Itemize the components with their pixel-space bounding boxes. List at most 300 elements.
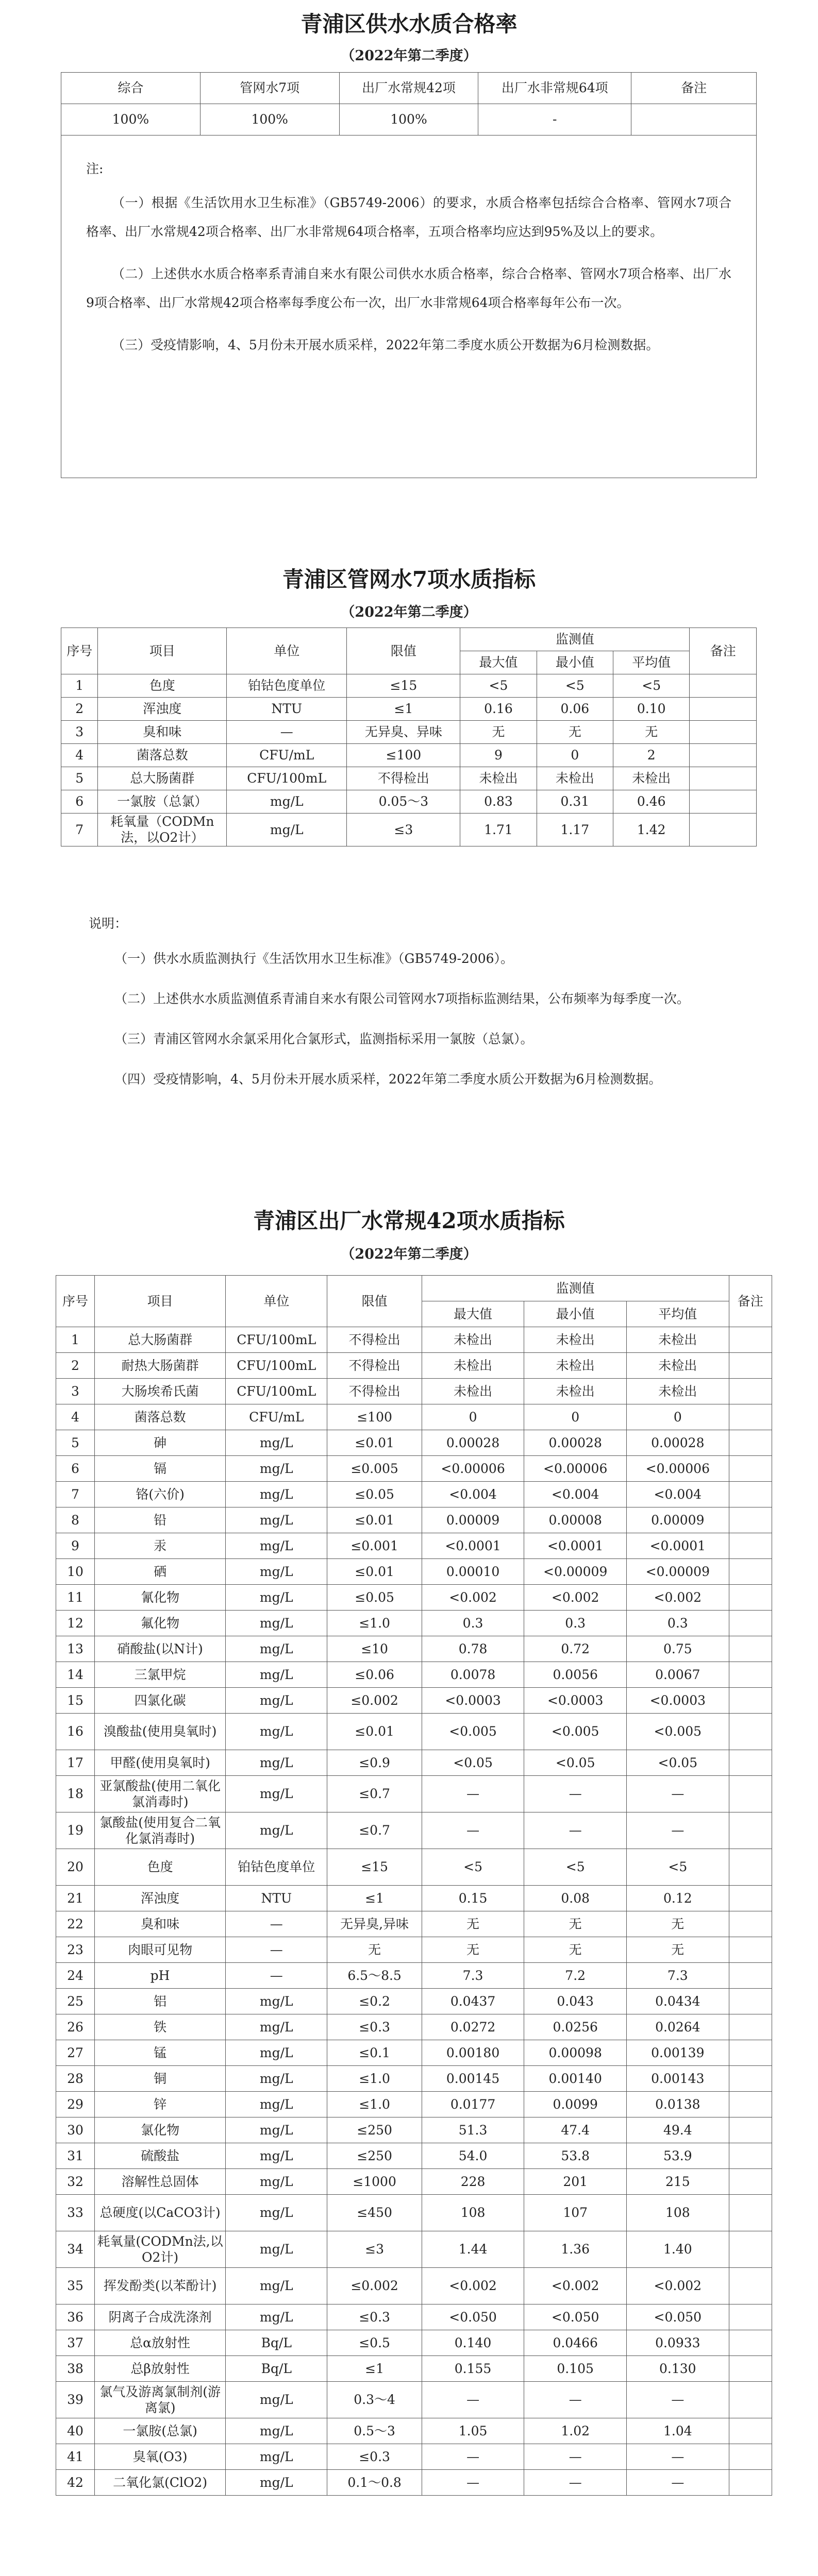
cell-no: 40 [56,2418,95,2444]
cell-max: 0.155 [422,2356,524,2382]
cell-item: 一氯胺（总氯） [98,790,227,814]
header-no: 序号 [56,1276,95,1327]
cell-min: <0.00006 [524,1456,627,1482]
cell-item: 氰化物 [95,1585,226,1611]
header-cell: 管网水7项 [200,73,339,104]
cell-min: 0.00008 [524,1507,627,1533]
cell-unit: CFU/100mL [226,1379,327,1404]
cell-limit: ≤0.05 [327,1482,422,1507]
cell-item: 汞 [95,1533,226,1559]
cell-max: <0.050 [422,2304,524,2330]
cell-item: 浑浊度 [95,1886,226,1911]
section1-title: 青浦区供水水质合格率 [301,11,517,37]
cell-max: 1.05 [422,2418,524,2444]
note-paragraph: （一）供水水质监测执行《生活饮用水卫生标准》（GB5749-2006）。 [114,951,514,966]
cell-item: 总大肠菌群 [98,767,227,790]
cell-item: 耐热大肠菌群 [95,1353,226,1379]
cell-item: 溶解性总固体 [95,2169,226,2195]
cell-avg: <0.00006 [627,1456,729,1482]
cell-remark [729,2268,772,2304]
cell-no: 42 [56,2470,95,2496]
cell-max: 0.00028 [422,1430,524,1456]
cell-unit: CFU/mL [226,1404,327,1430]
cell-no: 24 [56,1963,95,1989]
cell-unit: mg/L [226,1688,327,1714]
cell-max: 0.83 [460,790,537,814]
cell-limit: ≤0.001 [327,1533,422,1559]
cell-avg: <0.002 [627,2268,729,2304]
cell-max: 0.00009 [422,1507,524,1533]
cell-unit: mg/L [226,2418,327,2444]
cell-no: 22 [56,1911,95,1937]
header-min: 最小值 [524,1301,627,1327]
cell-avg: <0.0001 [627,1533,729,1559]
cell-remark [690,721,757,744]
cell-no: 8 [56,1507,95,1533]
cell-no: 37 [56,2330,95,2356]
cell-item: 铬(六价) [95,1482,226,1507]
cell-remark [690,698,757,721]
table-row [56,2418,772,2444]
cell-item: 氯气及游离氯制剂(游离氯) [95,2382,226,2418]
table-row [61,814,757,846]
cell-unit: mg/L [226,2066,327,2092]
section3-subtitle: （2022年第二季度） [341,1246,477,1262]
cell-unit: mg/L [226,1750,327,1776]
cell-min: <0.002 [524,1585,627,1611]
cell-remark [729,1750,772,1776]
header-monitor: 监测值 [422,1276,729,1301]
cell-min: — [524,1812,627,1849]
table-row [56,1327,772,1353]
cell-no: 29 [56,2092,95,2117]
cell-remark [729,2066,772,2092]
table-row [56,1911,772,1937]
cell-max: <0.05 [422,1750,524,1776]
cell-max: 无 [422,1937,524,1963]
cell-unit: mg/L [226,1611,327,1636]
cell-no: 21 [56,1886,95,1911]
section3-title: 青浦区出厂水常规42项水质指标 [253,1208,565,1233]
cell-limit: ≤1 [327,1886,422,1911]
cell-remark [729,1430,772,1456]
table-row [61,790,757,814]
cell-max: <0.005 [422,1714,524,1750]
cell-item: 一氯胺(总氯) [95,2418,226,2444]
cell-no: 19 [56,1812,95,1849]
cell-limit: ≤0.9 [327,1750,422,1776]
cell-item: 锰 [95,2040,226,2066]
note-paragraph: （三）青浦区管网水余氯采用化合氯形式，监测指标采用一氯胺（总氯）。 [114,1031,533,1046]
header-cell: 出厂水非常规64项 [478,73,631,104]
cell-min: 0.00140 [524,2066,627,2092]
cell-remark [729,1482,772,1507]
cell-min: 0.0056 [524,1662,627,1688]
cell-limit: ≤0.01 [327,1714,422,1750]
value-cell: - [478,104,631,135]
table-row [56,2231,772,2268]
header-avg: 平均值 [627,1301,729,1327]
cell-item: 硫酸盐 [95,2143,226,2169]
cell-min: 47.4 [524,2117,627,2143]
cell-item: 色度 [95,1849,226,1886]
cell-max: 0.0272 [422,2014,524,2040]
cell-item: 色度 [98,674,227,698]
header-avg: 平均值 [613,651,690,674]
cell-unit: mg/L [226,1430,327,1456]
table-row [61,721,757,744]
cell-no: 32 [56,2169,95,2195]
table-row [56,2040,772,2066]
cell-limit: ≤100 [347,744,460,767]
cell-no: 13 [56,1636,95,1662]
cell-avg: — [627,1812,729,1849]
cell-avg: 无 [627,1911,729,1937]
cell-limit: 不得检出 [327,1327,422,1353]
cell-no: 27 [56,2040,95,2066]
header-item: 项目 [95,1276,226,1327]
cell-unit: mg/L [226,2195,327,2231]
cell-avg: 未检出 [627,1379,729,1404]
table-row [56,2268,772,2304]
table-row [56,1776,772,1812]
cell-remark [729,2092,772,2117]
cell-limit: 无异臭,异味 [327,1911,422,1937]
cell-min: 0.3 [524,1611,627,1636]
cell-min: <5 [537,674,613,698]
cell-limit: ≤0.5 [327,2330,422,2356]
cell-avg: <0.05 [627,1750,729,1776]
cell-remark [729,2195,772,2231]
table-row [56,2117,772,2143]
table-row [56,1636,772,1662]
cell-min: 201 [524,2169,627,2195]
cell-unit: mg/L [226,2117,327,2143]
cell-limit: 不得检出 [327,1353,422,1379]
cell-item: 四氯化碳 [95,1688,226,1714]
cell-unit: mg/L [226,2143,327,2169]
cell-no: 6 [56,1456,95,1482]
cell-no: 9 [56,1533,95,1559]
cell-item: 二氧化氯(ClO2) [95,2470,226,2496]
cell-min: 0.0256 [524,2014,627,2040]
cell-avg: 0.12 [627,1886,729,1911]
cell-no: 1 [61,674,98,698]
cell-remark [729,1776,772,1812]
cell-unit: mg/L [226,2470,327,2496]
cell-item: 铜 [95,2066,226,2092]
cell-limit: ≤3 [327,2231,422,2268]
cell-no: 4 [56,1404,95,1430]
cell-limit: 不得检出 [327,1379,422,1404]
pass-rate-table [61,72,757,135]
cell-limit: 不得检出 [347,767,460,790]
cell-unit: mg/L [226,2304,327,2330]
cell-item: 砷 [95,1430,226,1456]
cell-avg: <0.002 [627,1585,729,1611]
cell-limit: ≤1 [347,698,460,721]
cell-item: 溴酸盐(使用臭氧时) [95,1714,226,1750]
cell-item: pH [95,1963,226,1989]
table-row [56,1404,772,1430]
cell-no: 31 [56,2143,95,2169]
cell-item: 氯化物 [95,2117,226,2143]
table-row [56,1750,772,1776]
cell-no: 5 [61,767,98,790]
cell-limit: ≤0.01 [327,1430,422,1456]
cell-min: <0.00009 [524,1559,627,1585]
cell-min: <0.004 [524,1482,627,1507]
cell-min: <0.0003 [524,1688,627,1714]
cell-min: — [524,2470,627,2496]
cell-limit: ≤0.2 [327,1989,422,2014]
cell-unit: mg/L [226,2092,327,2117]
cell-unit: mg/L [226,1585,327,1611]
value-cell: 100% [200,104,339,135]
cell-item: 总硬度(以CaCO3计) [95,2195,226,2231]
cell-avg: 0.10 [613,698,690,721]
cell-item: 总β放射性 [95,2356,226,2382]
cell-avg: 未检出 [627,1353,729,1379]
header-cell: 综合 [61,73,201,104]
cell-avg: — [627,2382,729,2418]
cell-max: <0.004 [422,1482,524,1507]
cell-avg: 7.3 [627,1963,729,1989]
cell-unit: mg/L [226,2268,327,2304]
cell-item: 总α放射性 [95,2330,226,2356]
cell-unit: mg/L [226,1662,327,1688]
cell-avg: <0.0003 [627,1688,729,1714]
header-limit: 限值 [347,628,460,674]
cell-no: 17 [56,1750,95,1776]
cell-remark [729,2014,772,2040]
cell-no: 1 [56,1327,95,1353]
cell-remark [690,744,757,767]
cell-no: 4 [61,744,98,767]
cell-remark [729,1911,772,1937]
cell-max: 0.00145 [422,2066,524,2092]
cell-remark [729,1989,772,2014]
cell-min: <0.05 [524,1750,627,1776]
cell-max: 1.71 [460,814,537,846]
cell-avg: <5 [627,1849,729,1886]
cell-unit: NTU [227,698,347,721]
cell-avg: 未检出 [627,1327,729,1353]
cell-min: — [524,2382,627,2418]
cell-min: <0.005 [524,1714,627,1750]
cell-avg: <5 [613,674,690,698]
table-row [56,2092,772,2117]
cell-avg: 0.0264 [627,2014,729,2040]
cell-item: 总大肠菌群 [95,1327,226,1353]
cell-unit: mg/L [226,2040,327,2066]
cell-avg: 49.4 [627,2117,729,2143]
note-paragraph: （二）上述供水水质监测值系青浦自来水有限公司管网水7项指标监测结果，公布频率为每季度一次。 [114,991,690,1006]
cell-remark [729,1714,772,1750]
cell-unit: — [227,721,347,744]
cell-remark [729,1507,772,1533]
table-row [56,1714,772,1750]
cell-no: 26 [56,2014,95,2040]
cell-no: 41 [56,2444,95,2470]
cell-max: 0.0078 [422,1662,524,1688]
cell-unit: mg/L [226,2382,327,2418]
cell-item: 硒 [95,1559,226,1585]
cell-min: 7.2 [524,1963,627,1989]
cell-max: 未检出 [422,1379,524,1404]
cell-avg: <0.004 [627,1482,729,1507]
table-header-row [56,1276,772,1301]
cell-item: 铅 [95,1507,226,1533]
cell-min: 0.08 [524,1886,627,1911]
cell-no: 11 [56,1585,95,1611]
cell-limit: ≤10 [327,1636,422,1662]
header-limit: 限值 [327,1276,422,1327]
section1-notes [61,134,757,478]
cell-limit: ≤1.0 [327,1611,422,1636]
header-max: 最大值 [422,1301,524,1327]
cell-limit: ≤0.3 [327,2304,422,2330]
cell-min: 未检出 [524,1379,627,1404]
cell-unit: mg/L [226,1482,327,1507]
cell-remark [729,1379,772,1404]
cell-limit: 0.1～0.8 [327,2470,422,2496]
cell-no: 36 [56,2304,95,2330]
cell-limit: ≤0.01 [327,1507,422,1533]
cell-no: 14 [56,1662,95,1688]
cell-avg: 0.00139 [627,2040,729,2066]
table-row [56,1559,772,1585]
table-row [56,1353,772,1379]
cell-unit: mg/L [226,1989,327,2014]
cell-limit: ≤0.06 [327,1662,422,1688]
cell-avg: 0.0434 [627,1989,729,2014]
cell-limit: ≤0.1 [327,2040,422,2066]
cell-no: 6 [61,790,98,814]
cell-item: 耗氧量（CODMn法，以O2计） [98,814,227,846]
cell-avg: 53.9 [627,2143,729,2169]
cell-min: 0.0466 [524,2330,627,2356]
cell-max: — [422,2444,524,2470]
value-cell: 100% [339,104,478,135]
cell-limit: ≤0.002 [327,1688,422,1714]
section2-notes [89,909,748,1105]
cell-item: 阴离子合成洗涤剂 [95,2304,226,2330]
cell-unit: Bq/L [226,2356,327,2382]
cell-remark [729,2231,772,2268]
cell-max: 51.3 [422,2117,524,2143]
header-max: 最大值 [460,651,537,674]
cell-avg: 无 [627,1937,729,1963]
cell-max: 0.0177 [422,2092,524,2117]
cell-avg: 215 [627,2169,729,2195]
cell-remark [729,2444,772,2470]
cell-max: 7.3 [422,1963,524,1989]
cell-limit: 0.5～3 [327,2418,422,2444]
cell-unit: mg/L [226,1714,327,1750]
cell-max: 0.78 [422,1636,524,1662]
cell-avg: — [627,2444,729,2470]
cell-remark [729,2356,772,2382]
cell-remark [690,790,757,814]
cell-max: 108 [422,2195,524,2231]
table-row [61,767,757,790]
cell-avg: — [627,1776,729,1812]
cell-no: 16 [56,1714,95,1750]
table-row [56,2382,772,2418]
cell-unit: — [226,1963,327,1989]
cell-remark [690,767,757,790]
cell-unit: mg/L [226,2231,327,2268]
cell-item: 菌落总数 [95,1404,226,1430]
cell-unit: CFU/100mL [227,767,347,790]
cell-min: 未检出 [524,1353,627,1379]
cell-item: 臭和味 [98,721,227,744]
table-row [56,1662,772,1688]
cell-unit: mg/L [226,1559,327,1585]
cell-limit: ≤0.7 [327,1812,422,1849]
cell-no: 12 [56,1611,95,1636]
cell-max: 0.0437 [422,1989,524,2014]
cell-remark [729,1963,772,1989]
header-cell: 备注 [631,73,757,104]
cell-min: 0.00028 [524,1430,627,1456]
cell-no: 38 [56,2356,95,2382]
cell-unit: mg/L [226,2169,327,2195]
cell-avg: <0.050 [627,2304,729,2330]
network-water-table [61,628,757,846]
table-row [56,2470,772,2496]
cell-item: 臭和味 [95,1911,226,1937]
cell-min: 1.02 [524,2418,627,2444]
cell-unit: mg/L [227,790,347,814]
header-unit: 单位 [226,1276,327,1327]
cell-no: 28 [56,2066,95,2092]
table-row [61,674,757,698]
cell-limit: ≤1000 [327,2169,422,2195]
cell-item: 菌落总数 [98,744,227,767]
table-row [56,1611,772,1636]
cell-limit: ≤0.3 [327,2444,422,2470]
cell-avg: 0.00143 [627,2066,729,2092]
table-row [56,2066,772,2092]
cell-min: 无 [537,721,613,744]
cell-item: 肉眼可见物 [95,1937,226,1963]
cell-max: 无 [460,721,537,744]
cell-limit: ≤0.005 [327,1456,422,1482]
table-row [56,2014,772,2040]
cell-remark [729,2040,772,2066]
cell-unit: mg/L [226,1812,327,1849]
cell-no: 20 [56,1849,95,1886]
cell-avg: 0.0067 [627,1662,729,1688]
cell-unit: CFU/100mL [226,1353,327,1379]
cell-unit: 铂钴色度单位 [227,674,347,698]
cell-min: 0.043 [524,1989,627,2014]
cell-item: 亚氯酸盐(使用二氧化氯消毒时) [95,1776,226,1812]
cell-no: 30 [56,2117,95,2143]
cell-max: 未检出 [422,1353,524,1379]
cell-min: <0.002 [524,2268,627,2304]
cell-max: — [422,1812,524,1849]
cell-no: 25 [56,1989,95,2014]
table-row [61,698,757,721]
table-row [56,1963,772,1989]
cell-no: 35 [56,2268,95,2304]
cell-max: <5 [460,674,537,698]
cell-limit: ≤0.002 [327,2268,422,2304]
cell-remark [729,2330,772,2356]
